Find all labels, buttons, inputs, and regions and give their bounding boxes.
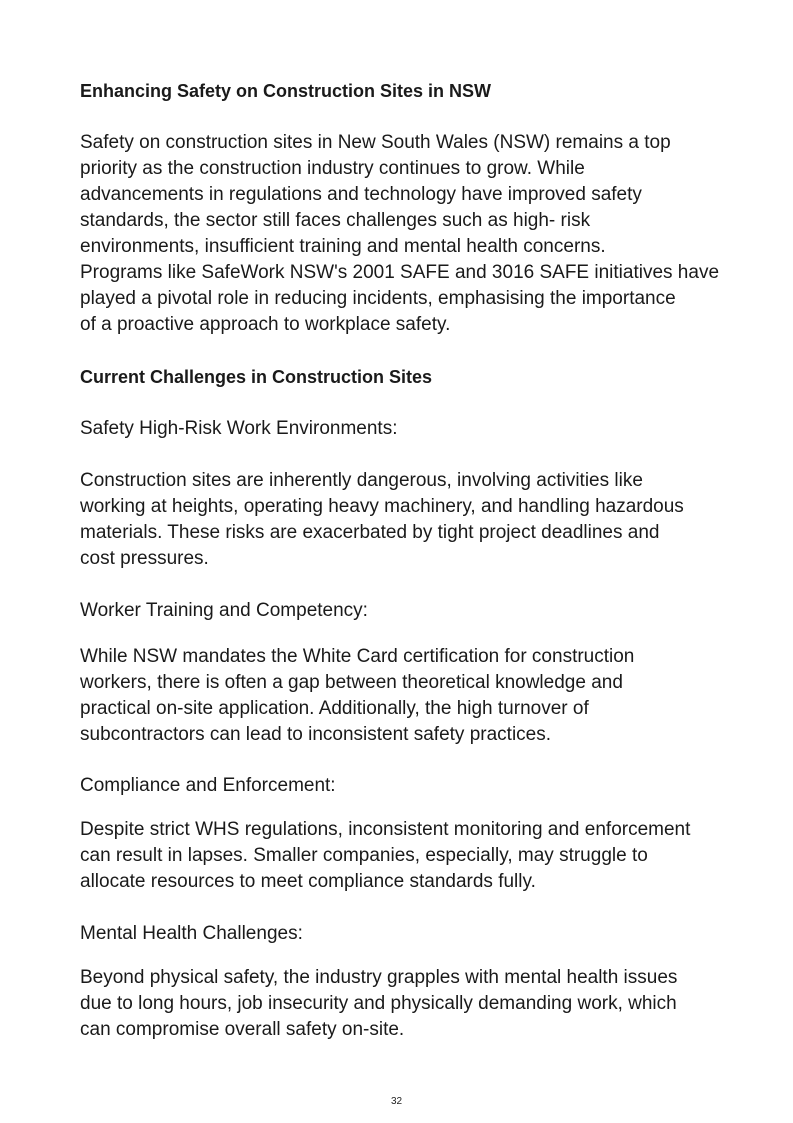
intro-paragraph bbox=[80, 130, 770, 338]
paragraph-line: played a pivotal role in reducing incidents, emphasising the importance bbox=[80, 288, 676, 309]
paragraph-line: can result in lapses. Smaller companies, especially, may struggle to bbox=[80, 845, 648, 866]
paragraph-line: of a proactive approach to workplace safety. bbox=[80, 314, 451, 335]
paragraph-line: advancements in regulations and technology have improved safety bbox=[80, 184, 642, 205]
paragraph-line: workers, there is often a gap between theoretical knowledge and bbox=[80, 672, 623, 693]
paragraph-line: cost pressures. bbox=[80, 548, 209, 569]
paragraph-line: Beyond physical safety, the industry grapples with mental health issues bbox=[80, 967, 678, 988]
page-number: 32 bbox=[390, 1096, 403, 1107]
paragraph-line: working at heights, operating heavy machinery, and handling hazardous bbox=[80, 496, 684, 517]
paragraph-line: materials. These risks are exacerbated by tight project deadlines and bbox=[80, 522, 660, 543]
paragraph-line: Programs like SafeWork NSW's 2001 SAFE and 3016 SAFE initiatives have bbox=[80, 262, 720, 283]
paragraph-line: Construction sites are inherently dangerous, involving activities like bbox=[80, 470, 643, 491]
paragraph-line: standards, the sector still faces challenges such as high- risk bbox=[80, 210, 591, 231]
subsection-heading: Safety High-Risk Work Environments: bbox=[80, 418, 398, 439]
document-title: Enhancing Safety on Construction Sites in NSW bbox=[80, 81, 492, 101]
paragraph-line: Despite strict WHS regulations, inconsistent monitoring and enforcement bbox=[80, 819, 691, 840]
subsection-paragraph bbox=[80, 644, 770, 748]
paragraph-line: allocate resources to meet compliance standards fully. bbox=[80, 871, 536, 892]
paragraph-line: Safety on construction sites in New South Wales (NSW) remains a top bbox=[80, 132, 671, 153]
paragraph-line: due to long hours, job insecurity and physically demanding work, which bbox=[80, 993, 677, 1014]
section-heading: Current Challenges in Construction Sites bbox=[80, 367, 433, 387]
paragraph-line: can compromise overall safety on-site. bbox=[80, 1019, 405, 1040]
subsection-heading: Mental Health Challenges: bbox=[80, 923, 303, 944]
subsection-paragraph bbox=[80, 965, 770, 1043]
subsection-paragraph bbox=[80, 468, 770, 572]
paragraph-line: priority as the construction industry continues to grow. While bbox=[80, 158, 585, 179]
paragraph-line: While NSW mandates the White Card certification for construction bbox=[80, 646, 635, 667]
subsection-heading: Compliance and Enforcement: bbox=[80, 775, 336, 796]
subsection-heading: Worker Training and Competency: bbox=[80, 600, 368, 621]
subsection-paragraph bbox=[80, 817, 770, 895]
paragraph-line: environments, insufficient training and mental health concerns. bbox=[80, 236, 606, 257]
paragraph-line: practical on-site application. Additionally, the high turnover of bbox=[80, 698, 589, 719]
paragraph-line: subcontractors can lead to inconsistent safety practices. bbox=[80, 724, 552, 745]
